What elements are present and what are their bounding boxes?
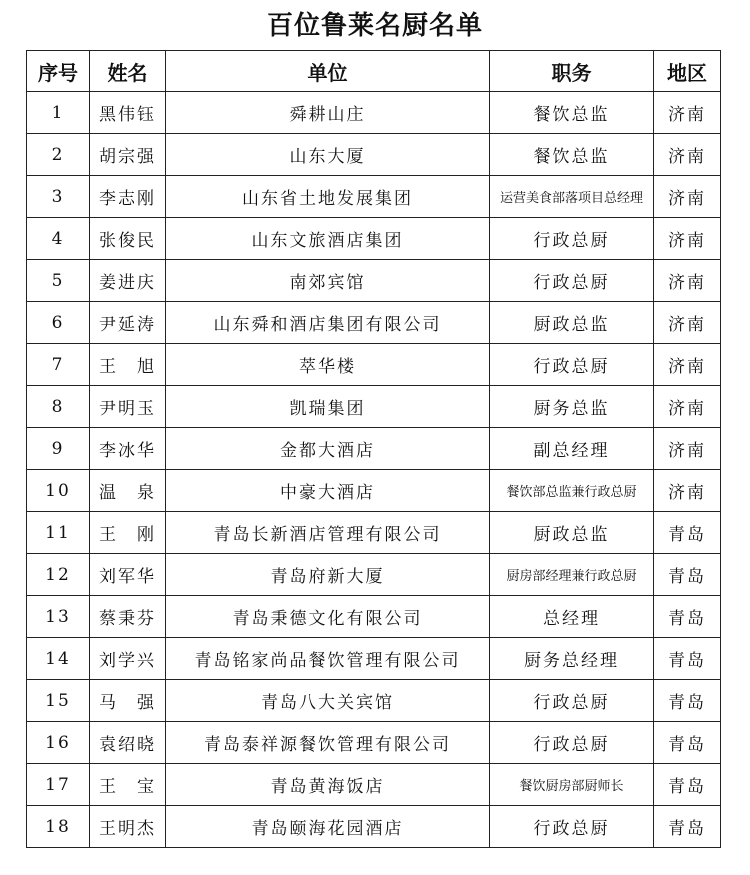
cell-no: 13 — [27, 596, 90, 638]
cell-name: 李冰华 — [90, 428, 166, 470]
cell-position: 厨政总监 — [490, 302, 654, 344]
cell-position: 行政总厨 — [490, 722, 654, 764]
cell-unit: 青岛铭家尚品餐饮管理有限公司 — [166, 638, 490, 680]
cell-name: 温 泉 — [90, 470, 166, 512]
cell-position: 副总经理 — [490, 428, 654, 470]
cell-area: 济南 — [654, 134, 721, 176]
cell-area: 青岛 — [654, 596, 721, 638]
cell-area: 济南 — [654, 218, 721, 260]
cell-area: 济南 — [654, 428, 721, 470]
cell-position: 厨政总监 — [490, 512, 654, 554]
cell-position: 总经理 — [490, 596, 654, 638]
cell-position: 餐饮总监 — [490, 92, 654, 134]
cell-name: 马 强 — [90, 680, 166, 722]
table-row — [27, 428, 721, 470]
table-row — [27, 134, 721, 176]
cell-name: 尹延涛 — [90, 302, 166, 344]
cell-area: 青岛 — [654, 638, 721, 680]
cell-no: 12 — [27, 554, 90, 596]
cell-area: 青岛 — [654, 554, 721, 596]
cell-name: 刘学兴 — [90, 638, 166, 680]
cell-area: 青岛 — [654, 512, 721, 554]
cell-area: 济南 — [654, 260, 721, 302]
cell-no: 2 — [27, 134, 90, 176]
cell-name: 姜进庆 — [90, 260, 166, 302]
cell-name: 王 宝 — [90, 764, 166, 806]
cell-no: 10 — [27, 470, 90, 512]
cell-unit: 青岛府新大厦 — [166, 554, 490, 596]
cell-unit: 舜耕山庄 — [166, 92, 490, 134]
cell-area: 济南 — [654, 302, 721, 344]
cell-name: 王明杰 — [90, 806, 166, 848]
cell-name: 王 刚 — [90, 512, 166, 554]
header-name: 姓名 — [90, 51, 166, 92]
cell-no: 8 — [27, 386, 90, 428]
cell-position: 厨务总监 — [490, 386, 654, 428]
cell-position: 行政总厨 — [490, 260, 654, 302]
cell-no: 5 — [27, 260, 90, 302]
cell-area: 青岛 — [654, 764, 721, 806]
cell-area: 济南 — [654, 176, 721, 218]
cell-no: 15 — [27, 680, 90, 722]
table-header — [27, 51, 721, 92]
cell-no: 14 — [27, 638, 90, 680]
cell-position: 餐饮总监 — [490, 134, 654, 176]
cell-no: 17 — [27, 764, 90, 806]
table-row — [27, 302, 721, 344]
cell-unit: 山东省土地发展集团 — [166, 176, 490, 218]
cell-no: 6 — [27, 302, 90, 344]
table-row — [27, 596, 721, 638]
table-row — [27, 512, 721, 554]
cell-no: 4 — [27, 218, 90, 260]
cell-unit: 山东舜和酒店集团有限公司 — [166, 302, 490, 344]
header-unit: 单位 — [166, 51, 490, 92]
header-position: 职务 — [490, 51, 654, 92]
table-row — [27, 260, 721, 302]
cell-no: 11 — [27, 512, 90, 554]
cell-unit: 萃华楼 — [166, 344, 490, 386]
table-row — [27, 470, 721, 512]
table-row — [27, 218, 721, 260]
table-row — [27, 806, 721, 848]
cell-area: 青岛 — [654, 680, 721, 722]
table-row — [27, 722, 721, 764]
cell-area: 济南 — [654, 344, 721, 386]
cell-name: 蔡秉芬 — [90, 596, 166, 638]
cell-unit: 青岛秉德文化有限公司 — [166, 596, 490, 638]
table-row — [27, 386, 721, 428]
table-row — [27, 554, 721, 596]
cell-area: 济南 — [654, 470, 721, 512]
cell-unit: 南郊宾馆 — [166, 260, 490, 302]
table-row — [27, 92, 721, 134]
cell-unit: 山东文旅酒店集团 — [166, 218, 490, 260]
header-no: 序号 — [27, 51, 90, 92]
cell-unit: 中豪大酒店 — [166, 470, 490, 512]
cell-position: 行政总厨 — [490, 806, 654, 848]
cell-unit: 金都大酒店 — [166, 428, 490, 470]
document-title: 百位鲁莱名厨名单 — [266, 11, 483, 41]
table-row — [27, 680, 721, 722]
header-row — [27, 51, 721, 92]
cell-name: 李志刚 — [90, 176, 166, 218]
cell-unit: 青岛长新酒店管理有限公司 — [166, 512, 490, 554]
cell-unit: 青岛颐海花园酒店 — [166, 806, 490, 848]
cell-name: 王 旭 — [90, 344, 166, 386]
cell-area: 济南 — [654, 386, 721, 428]
cell-no: 9 — [27, 428, 90, 470]
cell-name: 胡宗强 — [90, 134, 166, 176]
chef-roster-table — [26, 50, 721, 848]
cell-name: 刘军华 — [90, 554, 166, 596]
cell-no: 7 — [27, 344, 90, 386]
cell-no: 1 — [27, 92, 90, 134]
cell-no: 3 — [27, 176, 90, 218]
cell-name: 尹明玉 — [90, 386, 166, 428]
cell-no: 18 — [27, 806, 90, 848]
table-row — [27, 344, 721, 386]
cell-area: 济南 — [654, 92, 721, 134]
cell-area: 青岛 — [654, 806, 721, 848]
cell-position: 厨务总经理 — [490, 638, 654, 680]
cell-unit: 青岛泰祥源餐饮管理有限公司 — [166, 722, 490, 764]
cell-position: 行政总厨 — [490, 344, 654, 386]
header-area: 地区 — [654, 51, 721, 92]
cell-unit: 青岛八大关宾馆 — [166, 680, 490, 722]
cell-position: 运营美食部落项目总经理 — [490, 176, 654, 218]
cell-area: 青岛 — [654, 722, 721, 764]
cell-unit: 青岛黄海饭店 — [166, 764, 490, 806]
cell-name: 张俊民 — [90, 218, 166, 260]
cell-unit: 山东大厦 — [166, 134, 490, 176]
cell-position: 行政总厨 — [490, 218, 654, 260]
cell-position: 厨房部经理兼行政总厨 — [490, 554, 654, 596]
table-body — [27, 92, 721, 848]
cell-name: 黑伟钰 — [90, 92, 166, 134]
cell-unit: 凯瑞集团 — [166, 386, 490, 428]
cell-position: 行政总厨 — [490, 680, 654, 722]
table-row — [27, 176, 721, 218]
cell-position: 餐饮厨房部厨师长 — [490, 764, 654, 806]
cell-position: 餐饮部总监兼行政总厨 — [490, 470, 654, 512]
cell-name: 袁绍晓 — [90, 722, 166, 764]
table-row — [27, 764, 721, 806]
cell-no: 16 — [27, 722, 90, 764]
table-row — [27, 638, 721, 680]
